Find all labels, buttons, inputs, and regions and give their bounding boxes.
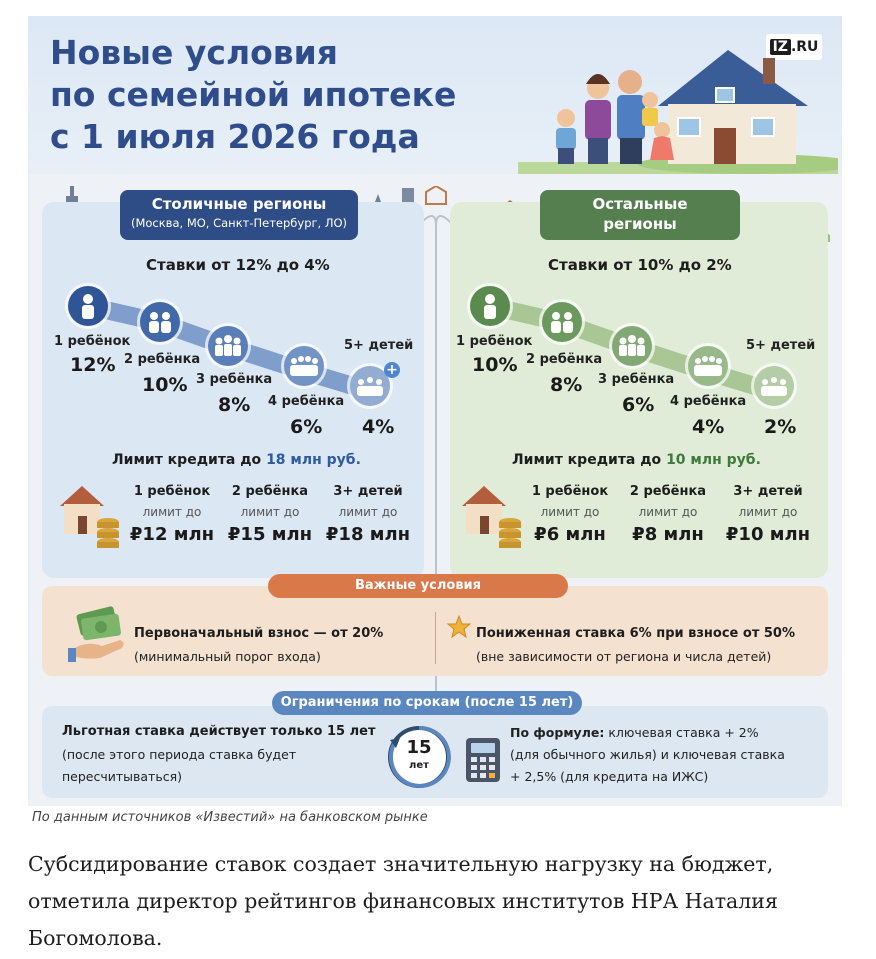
formula-label: По формуле:	[510, 725, 605, 740]
term-limits-pill: Ограничения по срокам (после 15 лет)	[272, 691, 582, 715]
other-regions-tag	[540, 190, 740, 240]
other-step-4-label: 4 ребёнка	[670, 394, 747, 409]
family-house-illustration	[518, 44, 838, 174]
infographic	[28, 16, 842, 806]
other-tag-title: Остальные	[592, 195, 688, 213]
other-limit-3-sub: лимит до	[738, 505, 798, 519]
other-step-3-label: 3 ребёнка	[598, 372, 675, 387]
other-limit-line	[512, 452, 761, 468]
capital-step-1-label: 1 ребёнок	[54, 334, 131, 349]
capital-limit-prefix: Лимит кредита до	[112, 452, 267, 468]
two-children-icon	[140, 302, 180, 342]
capital-limit-col-3	[318, 482, 418, 548]
capital-limit-col-2	[222, 482, 318, 548]
capital-limit-value: 18 млн руб.	[266, 452, 361, 468]
logo-part-1: IZ	[770, 39, 791, 55]
other-three-children-icon	[612, 326, 652, 366]
other-limit-1-head: 1 ребёнок	[531, 484, 609, 499]
formula-line-1	[510, 722, 759, 743]
capital-limit-line	[112, 452, 361, 468]
infographic-header	[28, 16, 842, 174]
four-children-icon	[284, 346, 324, 386]
capital-limit-3-value: ₽18 млн	[325, 524, 411, 545]
capital-limit-1-value: ₽12 млн	[129, 524, 215, 545]
capital-step-1-rate: 12%	[70, 354, 116, 376]
other-step-3-rate: 6%	[622, 394, 655, 416]
other-tag-subtitle: регионы	[603, 215, 677, 233]
star-icon	[446, 614, 472, 640]
house-coins-icon	[58, 482, 122, 554]
other-limit-3-head: 3+ детей	[733, 484, 803, 499]
capital-step-2-rate: 10%	[142, 374, 188, 396]
other-five-plus-children-icon	[754, 366, 794, 406]
down-payment-note: (минимальный порог входа)	[134, 649, 321, 664]
other-limit-col-2	[620, 482, 716, 548]
plus-badge-icon: +	[384, 362, 400, 378]
other-house-coins-icon	[460, 482, 524, 554]
capital-limit-1-sub: лимит до	[142, 505, 202, 519]
other-limit-value: 10 млн руб.	[666, 452, 761, 468]
three-children-icon	[208, 326, 248, 366]
formula-line-2: (для обычного жилья) и ключевая ставка	[510, 747, 785, 762]
title-line-3: с 1 июля 2026 года	[50, 117, 420, 156]
other-limit-col-1	[522, 482, 618, 548]
other-limit-col-3	[718, 482, 818, 548]
other-two-children-icon	[542, 302, 582, 342]
other-limit-3-value: ₽10 млн	[725, 524, 811, 545]
other-step-4-rate: 4%	[692, 416, 725, 438]
other-step-5-rate: 2%	[764, 416, 797, 438]
other-step-2-label: 2 ребёнка	[526, 352, 603, 367]
capital-limit-3-head: 3+ детей	[333, 484, 403, 499]
infographic-title	[50, 32, 456, 158]
capital-limit-col-1	[124, 482, 220, 548]
capital-tag-title: Столичные регионы	[151, 195, 327, 213]
capital-step-4-rate: 6%	[290, 416, 323, 438]
capital-step-4-label: 4 ребёнка	[268, 394, 345, 409]
reduced-rate-text: Пониженная ставка 6% при взносе от 50%	[476, 626, 795, 641]
other-limit-prefix: Лимит кредита до	[512, 452, 667, 468]
capital-step-3-rate: 8%	[218, 394, 251, 416]
other-rates-title: Ставки от 10% до 2%	[548, 256, 732, 274]
conditions-pill: Важные условия	[268, 574, 568, 598]
capital-limit-2-head: 2 ребёнка	[231, 484, 309, 499]
other-step-2-rate: 8%	[550, 374, 583, 396]
other-limit-1-sub: лимит до	[540, 505, 600, 519]
other-one-child-icon	[470, 286, 510, 326]
capital-step-2-label: 2 ребёнка	[124, 352, 201, 367]
title-line-1: Новые условия	[50, 33, 338, 72]
capital-step-5-label: 5+ детей	[344, 338, 414, 353]
formula-line-3: + 2,5% (для кредита на ИЖС)	[510, 769, 709, 784]
infographic-source: По данным источников «Известий» на банковском рынке	[32, 810, 428, 825]
preferential-rate-note-1: (после этого периода ставка будет	[62, 747, 297, 762]
preferential-rate-text: Льготная ставка действует только 15 лет	[62, 724, 376, 739]
timer-number: 15	[406, 737, 432, 758]
cash-hand-icon	[68, 604, 130, 662]
one-child-icon	[68, 286, 108, 326]
other-limit-2-value: ₽8 млн	[632, 524, 704, 545]
capital-step-3-label: 3 ребёнка	[196, 372, 273, 387]
preferential-rate-note-2: пересчитываться)	[62, 769, 182, 784]
other-limit-2-sub: лимит до	[638, 505, 698, 519]
other-limit-1-value: ₽6 млн	[534, 524, 606, 545]
conditions-divider	[435, 612, 436, 664]
logo-part-2: .RU	[790, 39, 819, 55]
calculator-icon	[464, 736, 504, 784]
title-line-2: по семейной ипотеке	[50, 75, 457, 114]
capital-limit-2-sub: лимит до	[240, 505, 300, 519]
reduced-rate-note: (вне зависимости от региона и числа детей)	[476, 649, 772, 664]
capital-rates-title: Ставки от 12% до 4%	[146, 256, 330, 274]
other-step-1-rate: 10%	[472, 354, 518, 376]
capital-limit-3-sub: лимит до	[338, 505, 398, 519]
formula-first: ключевая ставка + 2%	[604, 725, 759, 740]
capital-limit-1-head: 1 ребёнок	[133, 484, 211, 499]
article-paragraph: Субсидирование ставок создает значительную нагрузку на бюджет, отметила директор рейтингов финансовых институтов НРА Наталия Богомолова.	[28, 852, 778, 950]
timer-unit: лет	[409, 760, 429, 771]
other-step-1-label: 1 ребёнок	[456, 334, 533, 349]
other-limit-2-head: 2 ребёнка	[629, 484, 707, 499]
capital-regions-tag	[120, 190, 358, 240]
capital-tag-subtitle: (Москва, МО, Санкт-Петербург, ЛО)	[130, 216, 348, 230]
other-four-children-icon	[688, 346, 728, 386]
capital-limit-2-value: ₽15 млн	[227, 524, 313, 545]
capital-step-5-rate: 4%	[362, 416, 395, 438]
down-payment-text: Первоначальный взнос — от 20%	[134, 626, 384, 641]
other-step-5-label: 5+ детей	[746, 338, 816, 353]
